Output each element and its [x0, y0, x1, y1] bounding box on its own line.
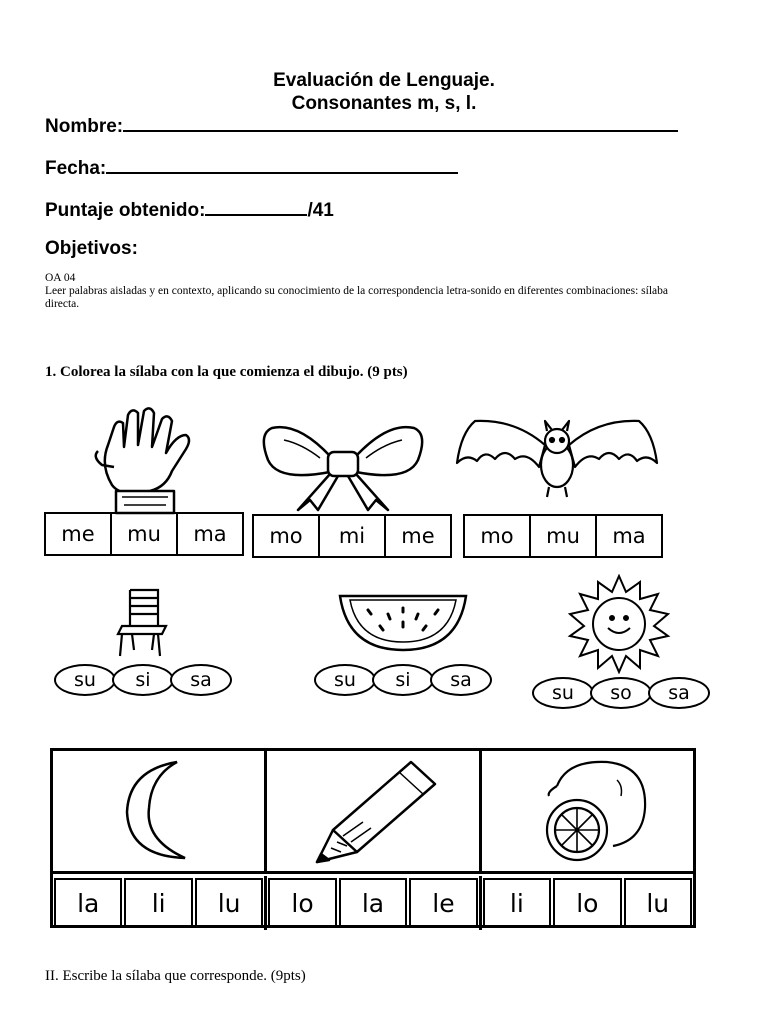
syllable-option[interactable]: mo — [269, 524, 303, 548]
syllable-option[interactable]: ma — [176, 514, 242, 554]
sun-icon — [564, 574, 674, 674]
syllable-option[interactable]: si — [112, 664, 174, 696]
name-field — [45, 114, 678, 138]
name-label: Nombre: — [45, 116, 124, 137]
syllable-option[interactable]: mu — [110, 514, 176, 554]
syllable-option[interactable]: lo — [553, 878, 621, 928]
syllable-option[interactable]: mu — [529, 516, 595, 556]
syllable-option[interactable]: lu — [195, 878, 263, 928]
score-label: Puntaje obtenido: — [45, 200, 206, 221]
lemon-icon — [517, 756, 657, 866]
syllable-table — [50, 748, 696, 928]
syllable-option[interactable]: si — [372, 664, 434, 696]
bow-icon — [258, 422, 428, 514]
hand-icon — [90, 405, 200, 517]
syllable-option[interactable]: su — [314, 664, 376, 696]
syllable-group-watermelon — [314, 664, 492, 696]
score-field — [45, 198, 334, 222]
score-total: /41 — [307, 200, 334, 221]
syllable-group-bat — [463, 514, 663, 558]
syllable-option[interactable]: su — [54, 664, 116, 696]
date-field — [45, 156, 458, 180]
syllable-option[interactable]: mo — [480, 524, 514, 548]
date-label: Fecha: — [45, 158, 107, 179]
syllable-group-bow — [252, 514, 452, 558]
syllable-option[interactable]: mi — [318, 516, 384, 556]
objective-code: OA 04 — [45, 272, 76, 284]
score-blank[interactable] — [205, 198, 307, 216]
syllable-option[interactable]: le — [409, 878, 477, 928]
syllable-row — [53, 874, 693, 930]
name-blank[interactable] — [123, 114, 678, 132]
syllable-option[interactable]: sa — [648, 677, 710, 709]
section1-instruction: 1. Colorea la sílaba con la que comienza el dibujo. (9 pts) — [45, 364, 408, 380]
syllable-option[interactable]: sa — [430, 664, 492, 696]
picture-cell — [53, 751, 264, 871]
pencil-icon — [303, 756, 443, 866]
syllable-option[interactable]: sa — [170, 664, 232, 696]
syllable-group-moon — [53, 876, 264, 930]
picture-cell — [264, 751, 478, 871]
syllable-group-pencil — [264, 876, 478, 930]
syllable-option[interactable]: li — [483, 878, 551, 928]
syllable-option[interactable]: so — [590, 677, 652, 709]
watermelon-icon — [338, 592, 468, 654]
picture-cell — [479, 751, 693, 871]
syllable-group-sun — [532, 677, 710, 709]
chair-icon — [114, 586, 174, 660]
bat-icon — [455, 415, 660, 503]
picture-row — [53, 751, 693, 874]
title-line-2: Consonantes m, s, l. — [291, 93, 477, 114]
syllable-option[interactable]: lo — [268, 878, 336, 928]
title-line-1: Evaluación de Lenguaje. — [273, 70, 495, 91]
syllable-option[interactable]: me — [61, 522, 95, 546]
section2-instruction: II. Escribe la sílaba que corresponde. (9pts) — [45, 968, 306, 984]
moon-icon — [99, 756, 219, 866]
syllable-group-lemon — [479, 876, 693, 930]
syllable-option[interactable]: ma — [595, 516, 661, 556]
syllable-group-hand — [44, 512, 244, 556]
date-blank[interactable] — [106, 156, 458, 174]
syllable-option[interactable]: la — [339, 878, 407, 928]
syllable-option[interactable]: me — [384, 516, 450, 556]
objectives-heading: Objetivos: — [45, 238, 138, 259]
objective-text: Leer palabras aisladas y en contexto, aplicando su conocimiento de la correspondencia letra-sonido en diferentes combinaciones: sílaba directa. — [45, 285, 668, 310]
syllable-option[interactable]: su — [532, 677, 594, 709]
syllable-group-chair — [54, 664, 232, 696]
syllable-option[interactable]: lu — [624, 878, 692, 928]
syllable-option[interactable]: li — [124, 878, 192, 928]
syllable-option[interactable]: la — [54, 878, 122, 928]
